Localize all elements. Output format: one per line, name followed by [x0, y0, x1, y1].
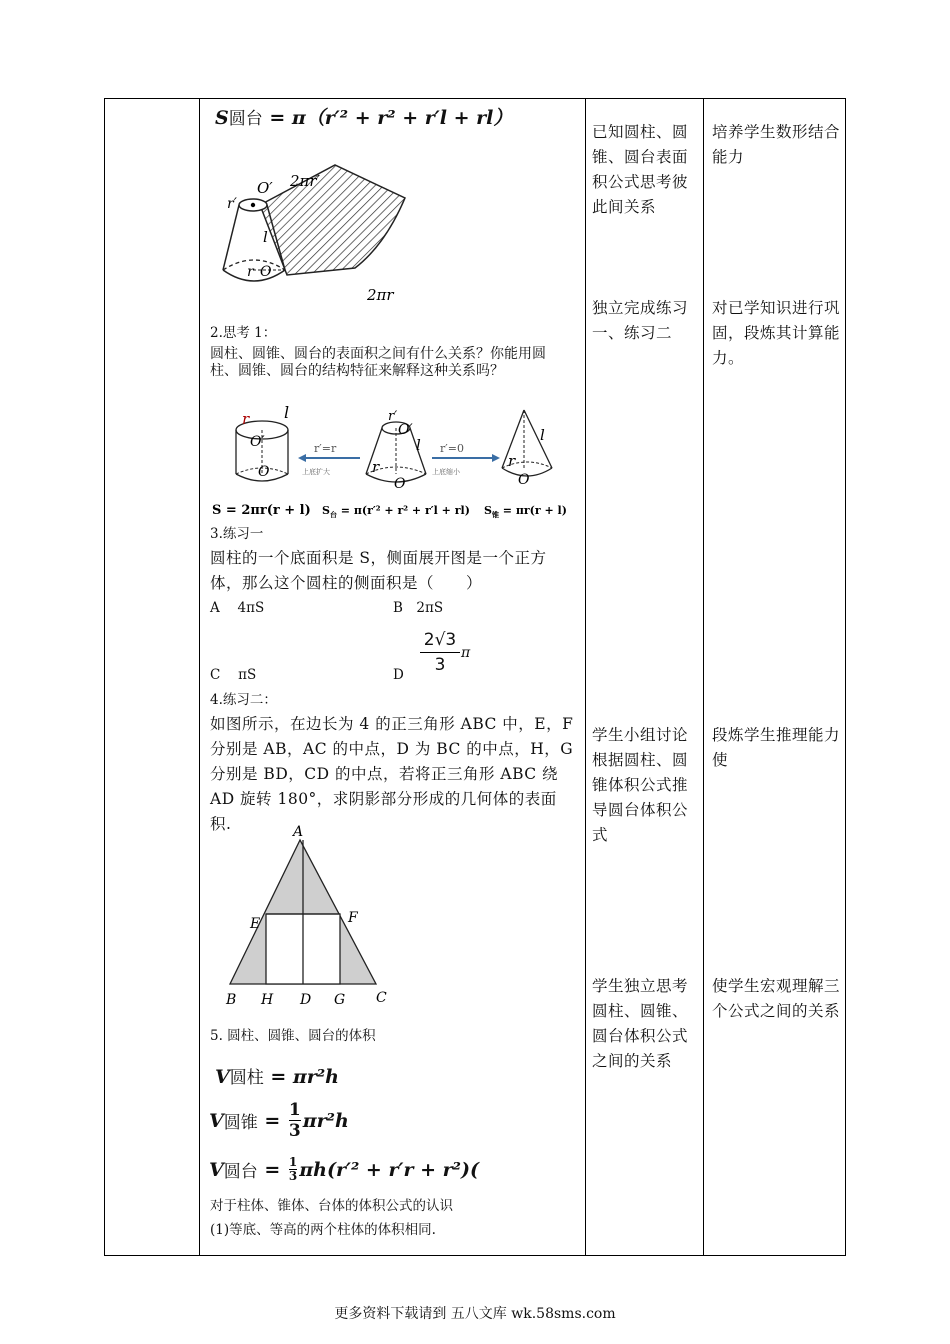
ex1-heading: 3.练习一: [210, 526, 264, 542]
arrow2-sub: 上底缩小: [432, 468, 460, 476]
frustum-r: r: [372, 458, 380, 476]
frustum-surface-formula-small: $S_台 = \pi(r'^2 + r^2 + r'l + rl)$: [322, 504, 470, 519]
label-2pi-r-prime: 2πr′: [290, 172, 320, 190]
option-b: B 2πS: [393, 600, 444, 616]
cyl-O: O: [258, 464, 270, 480]
frustum-surface-formula: S圆台 = π（r′² + r² + r′l + rl）: [215, 107, 513, 129]
volume-heading: 5. 圆柱、圆锥、圆台的体积: [210, 1028, 376, 1044]
cone-surface-formula: $S_锥 = \pi r(r + l)$: [484, 504, 567, 519]
point-C: C: [376, 990, 387, 1006]
student-activity-4: 学生独立思考圆柱、圆锥、圆台体积公式之间的关系: [592, 977, 689, 1070]
purpose-4: 使学生宏观理解三个公式之间的关系: [712, 977, 841, 1020]
label-l: l: [263, 228, 268, 246]
ex2-text: 如图所示，在边长为 4 的正三角形 ABC 中，E，F 分别是 AB，AC 的中点，D 为 BC 的中点，H，G 分别是 BD，CD 的中点，若将正三角形 ABC 绕 AD 旋转 180°，求阴影部分形成的几何体的表面积.: [210, 715, 574, 833]
student-activity-1: 已知圆柱、圆锥、圆台表面积公式思考彼此间关系: [592, 123, 689, 216]
cone-r: r: [508, 452, 516, 470]
triangle-figure: [210, 818, 402, 1013]
cyl-O-prime: O′: [250, 434, 265, 450]
frustum-O-prime: O′: [398, 422, 413, 438]
arrow1-sub: 上底扩大: [302, 468, 330, 476]
point-E: E: [250, 916, 261, 932]
option-d-pi: π: [461, 645, 471, 661]
option-d-fraction: [420, 628, 460, 677]
solids-relation-figure: [210, 402, 575, 524]
fraction-numerator: 2√3: [420, 628, 460, 653]
point-D: D: [300, 992, 312, 1008]
purpose-1: 培养学生数形结合能力: [712, 123, 841, 166]
point-G: G: [334, 992, 346, 1008]
frustum-volume-formula: V 圆台 = $\frac{1}{3}$ πh(r′² + r′r + r²)(: [209, 1155, 479, 1183]
cyl-surface-formula: S = 2πr(r + l): [212, 503, 311, 518]
option-d: D: [393, 667, 404, 683]
label-2pi-r: 2πr: [367, 286, 394, 304]
option-a: A 4πS: [210, 600, 265, 616]
student-activity-3: 学生小组讨论根据圆柱、圆锥体积公式推导圆台体积公式: [592, 726, 689, 844]
footer-link-text[interactable]: 更多资料下载请到 五八文库 wk.58sms.com: [334, 1306, 616, 1322]
option-c: C πS: [210, 667, 257, 683]
point-F: F: [348, 910, 358, 926]
cone-l: l: [540, 426, 545, 444]
label-r-prime: r′: [227, 196, 237, 212]
cylinder-volume-formula: V圆柱 = πr²h: [215, 1066, 339, 1088]
frustum-unfold-figure: [215, 150, 415, 310]
cyl-r: r: [242, 410, 250, 428]
student-activity-2: 独立完成练习一、练习二: [592, 299, 689, 342]
purpose-2: 对已学知识进行巩固，段炼其计算能力。: [712, 299, 841, 367]
point-B: B: [226, 992, 237, 1008]
frustum-l: l: [416, 436, 421, 454]
column-divider: [703, 98, 704, 1256]
cone-O: O: [518, 472, 530, 488]
label-O-prime: O′: [257, 179, 273, 197]
arrow2-label: r′=0: [440, 442, 464, 455]
ex1-text: 圆柱的一个底面积是 S，侧面展开图是一个正方体，那么这个圆柱的侧面积是（ ）: [210, 549, 547, 592]
fraction-one-third: $\frac{1}{3}$: [288, 1155, 298, 1183]
column-divider: [585, 98, 586, 1256]
cyl-l: l: [284, 403, 290, 422]
arrow1-label: r′=r: [314, 442, 337, 455]
point-A: A: [293, 824, 304, 840]
column-divider: [199, 98, 200, 1256]
volume-note-1: (1)等底、等高的两个柱体的体积相同.: [210, 1222, 436, 1238]
purpose-3: 段炼学生推理能力使: [712, 726, 841, 769]
think1-heading: 2.思考 1：: [210, 325, 277, 341]
cone-volume-formula: V 圆锥 = $\frac{1}{3}$ πr²h: [209, 1100, 349, 1141]
think1-text: 圆柱、圆锥、圆台的表面积之间有什么关系？你能用圆柱、圆锥、圆台的结构特征来解释这种关系吗？: [210, 346, 546, 379]
frustum-r-prime: r′: [388, 409, 398, 424]
point-H: H: [261, 992, 274, 1008]
label-r: r: [247, 264, 254, 280]
label-O: O: [260, 264, 272, 280]
fraction-one-third: $\frac{1}{3}$: [288, 1100, 301, 1141]
frustum-O: O: [394, 476, 406, 492]
volume-note-heading: 对于柱体、锥体、台体的体积公式的认识: [210, 1198, 453, 1214]
fraction-denominator: 3: [434, 655, 446, 675]
ex2-heading: 4.练习二：: [210, 692, 277, 708]
